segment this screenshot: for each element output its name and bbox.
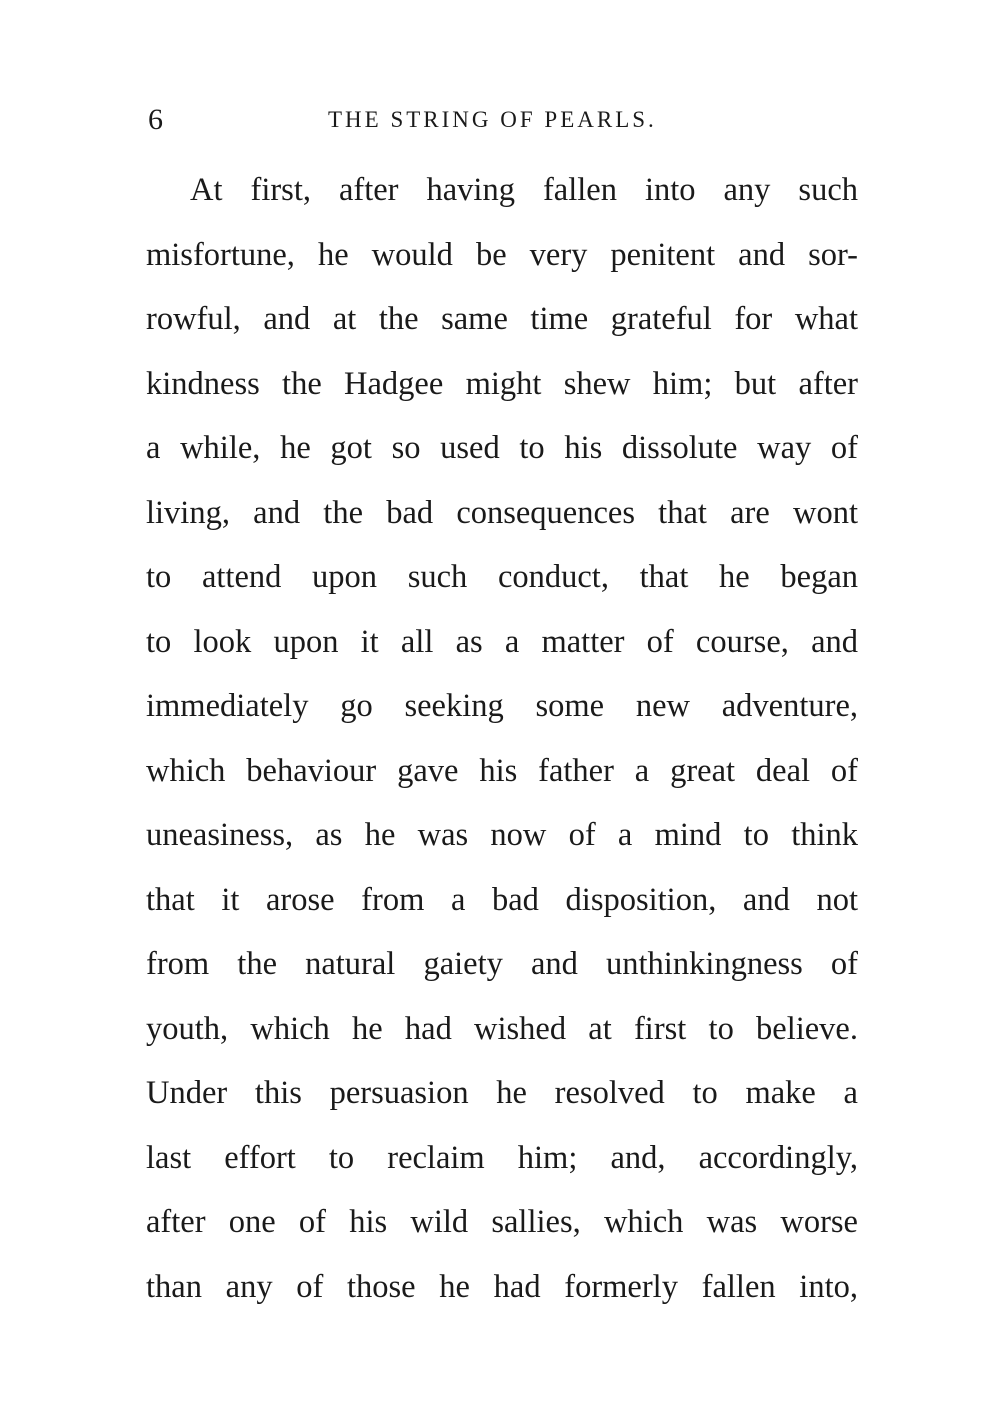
text-line: Under this persuasion he resolved to make a bbox=[146, 1075, 858, 1111]
text-line: after one of his wild sallies, which was worse bbox=[146, 1204, 858, 1240]
text-line: than any of those he had formerly fallen into, bbox=[146, 1268, 858, 1305]
page-header bbox=[148, 100, 860, 140]
text-line: from the natural gaiety and unthinkingness of bbox=[146, 946, 858, 982]
page-number: 6 bbox=[148, 103, 163, 136]
text-line: uneasiness, as he was now of a mind to think bbox=[146, 817, 858, 853]
text-line: to attend upon such conduct, that he began bbox=[146, 559, 858, 595]
running-title: THE STRING OF PEARLS. bbox=[328, 107, 657, 132]
text-line: which behaviour gave his father a great deal of bbox=[146, 752, 858, 789]
text-line: that it arose from a bad disposition, and not bbox=[146, 881, 858, 918]
text-line: last effort to reclaim him; and, accordingly, bbox=[146, 1139, 858, 1176]
text-line: a while, he got so used to his dissolute way of bbox=[146, 430, 858, 466]
text-line: At first, after having fallen into any such bbox=[190, 172, 858, 208]
body-text bbox=[146, 158, 858, 1319]
text-line: living, and the bad consequences that are wont bbox=[146, 494, 858, 531]
text-line: to look upon it all as a matter of course, and bbox=[146, 623, 858, 660]
text-line: kindness the Hadgee might shew him; but after bbox=[146, 365, 858, 402]
text-line: immediately go seeking some new adventure, bbox=[146, 688, 858, 724]
text-line: misfortune, he would be very penitent and sor- bbox=[146, 236, 858, 273]
text-line: youth, which he had wished at first to believe. bbox=[146, 1010, 858, 1047]
text-line: rowful, and at the same time grateful for what bbox=[146, 301, 858, 337]
